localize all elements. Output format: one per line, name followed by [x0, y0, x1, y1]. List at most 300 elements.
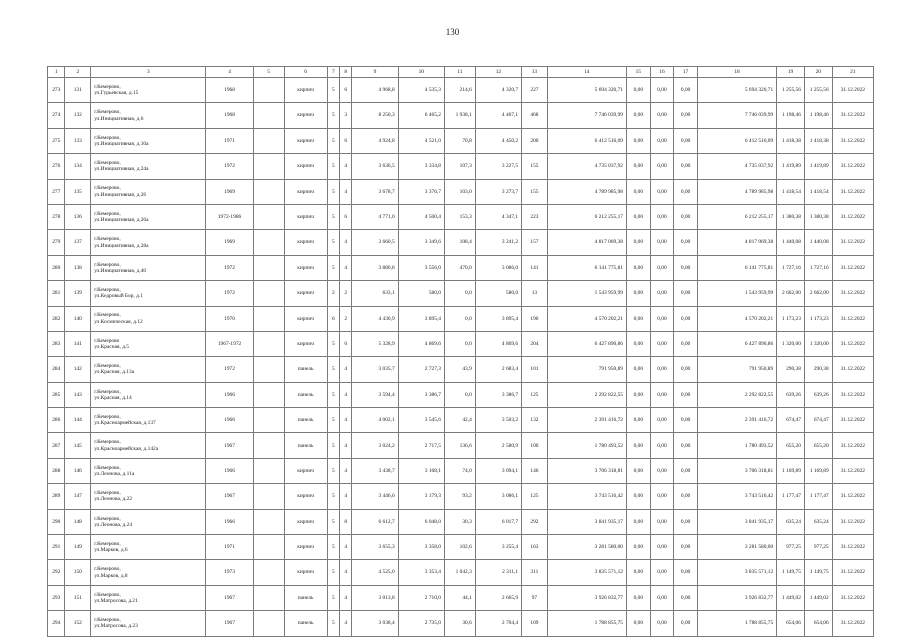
fund-share-15: 0,00 — [626, 331, 650, 356]
residents-count: 141 — [522, 255, 548, 280]
residential-area: 3 895,4 — [398, 306, 444, 331]
wall-material: кирпич — [284, 255, 327, 280]
object-id: 133 — [65, 128, 91, 153]
row-number: 279 — [48, 230, 65, 255]
cost-per-m2: 1 169,89 — [777, 458, 805, 483]
address-street: ул.Космическая, д.12 — [94, 318, 143, 325]
residential-area: 2 735,0 — [398, 611, 444, 636]
object-id: 132 — [65, 103, 91, 128]
address-street: ул.Красная, д.5 — [94, 344, 129, 351]
address-cell — [91, 331, 206, 356]
total-area: 3 013,8 — [352, 585, 398, 610]
entrances-count: 4 — [340, 382, 352, 407]
total-area: 3 678,7 — [352, 179, 398, 204]
entrances-count: 4 — [340, 484, 352, 509]
repair-cost: 2 391 416,72 — [547, 408, 626, 433]
fund-share-17: 0,00 — [674, 128, 698, 153]
column-5 — [253, 560, 284, 585]
nonresidential-area: 102,6 — [444, 535, 475, 560]
table-row — [48, 331, 874, 356]
column-header: 19 — [777, 67, 805, 78]
fund-share-16: 0,00 — [650, 128, 674, 153]
cost-per-m2: 635,24 — [777, 509, 805, 534]
fund-share-16: 0,00 — [650, 281, 674, 306]
column-5 — [253, 179, 284, 204]
total-area: 3 660,5 — [352, 230, 398, 255]
entrances-count: 2 — [340, 281, 352, 306]
fund-share-16: 0,00 — [650, 433, 674, 458]
address-street: ул.Инициативная, д.28а — [94, 242, 149, 249]
build-year: 1967 — [206, 433, 253, 458]
entrances-count: 6 — [340, 331, 352, 356]
fund-share-15: 0,00 — [626, 255, 650, 280]
total-area: 5 328,9 — [352, 331, 398, 356]
total-area: 4 525,0 — [352, 560, 398, 585]
residents-count: 13 — [522, 281, 548, 306]
deadline-date: 31.12.2022 — [832, 230, 873, 255]
address-street: ул.Красноармейская, д.137 — [94, 420, 156, 427]
table-row — [48, 509, 874, 534]
fund-share-15: 0,00 — [626, 230, 650, 255]
living-area: 3 086,0 — [475, 255, 521, 280]
row-number: 289 — [48, 484, 65, 509]
floors-count: 5 — [327, 128, 339, 153]
living-area: 4 869,6 — [475, 331, 521, 356]
residents-count: 163 — [522, 535, 548, 560]
residential-area: 3 556,0 — [398, 255, 444, 280]
address-cell — [91, 78, 206, 103]
cost-per-m2: 1 440,08 — [777, 230, 805, 255]
total-area: 3 594,4 — [352, 382, 398, 407]
fund-share-15: 0,00 — [626, 382, 650, 407]
cost-per-m2: 674,47 — [777, 408, 805, 433]
wall-material: кирпич — [284, 154, 327, 179]
build-year: 1966 — [206, 382, 253, 407]
entrances-count: 4 — [340, 560, 352, 585]
nonresidential-area: 70,8 — [444, 128, 475, 153]
repair-cost: 2 292 822,55 — [547, 382, 626, 407]
max-cost-per-m2: 1 177,47 — [804, 484, 832, 509]
table-row — [48, 433, 874, 458]
fund-share-15: 0,00 — [626, 611, 650, 636]
repair-cost: 3 743 516,42 — [547, 484, 626, 509]
fund-share-16: 0,00 — [650, 611, 674, 636]
deadline-date: 31.12.2022 — [832, 204, 873, 229]
floors-count: 5 — [327, 484, 339, 509]
total-cost: 3 835 571,12 — [697, 560, 776, 585]
build-year: 1971 — [206, 535, 253, 560]
address-city: г.Кемерово, — [94, 261, 121, 268]
total-cost: 3 706 318,81 — [697, 458, 776, 483]
residents-count: 468 — [522, 103, 548, 128]
build-year: 1967 — [206, 611, 253, 636]
object-id: 151 — [65, 585, 91, 610]
fund-share-15: 0,00 — [626, 357, 650, 382]
residents-count: 132 — [522, 408, 548, 433]
entrances-count: 4 — [340, 357, 352, 382]
living-area: 3 895,4 — [475, 306, 521, 331]
residential-area: 4 535,3 — [398, 78, 444, 103]
max-cost-per-m2: 639,26 — [804, 382, 832, 407]
total-cost: 2 292 822,55 — [697, 382, 776, 407]
column-header: 15 — [626, 67, 650, 78]
column-5 — [253, 585, 284, 610]
max-cost-per-m2: 1 418,38 — [804, 128, 832, 153]
column-header: 12 — [475, 67, 521, 78]
total-cost: 3 926 832,77 — [697, 585, 776, 610]
wall-material: панель — [284, 408, 327, 433]
total-cost: 7 746 039,99 — [697, 103, 776, 128]
fund-share-16: 0,00 — [650, 535, 674, 560]
cost-per-m2: 2 662,00 — [777, 281, 805, 306]
object-id: 149 — [65, 535, 91, 560]
deadline-date: 31.12.2022 — [832, 585, 873, 610]
floors-count: 5 — [327, 433, 339, 458]
living-area: 3 227,5 — [475, 154, 521, 179]
total-area: 4 430,9 — [352, 306, 398, 331]
address-city: г.Кемерово, — [94, 134, 121, 141]
residential-area: 3 545,6 — [398, 408, 444, 433]
build-year: 1966 — [206, 408, 253, 433]
fund-share-15: 0,00 — [626, 535, 650, 560]
fund-share-17: 0,00 — [674, 230, 698, 255]
repair-cost: 791 950,89 — [547, 357, 626, 382]
nonresidential-area: 153,3 — [444, 204, 475, 229]
total-cost: 6 212 255,17 — [697, 204, 776, 229]
object-id: 140 — [65, 306, 91, 331]
column-header: 20 — [804, 67, 832, 78]
object-id: 136 — [65, 204, 91, 229]
residential-area: 3 168,1 — [398, 458, 444, 483]
living-area: 580,0 — [475, 281, 521, 306]
deadline-date: 31.12.2022 — [832, 611, 873, 636]
total-cost: 5 694 320,71 — [697, 78, 776, 103]
column-5 — [253, 535, 284, 560]
total-area: 4 002,1 — [352, 408, 398, 433]
wall-material: панель — [284, 611, 327, 636]
object-id: 148 — [65, 509, 91, 534]
row-number: 276 — [48, 154, 65, 179]
fund-share-17: 0,00 — [674, 103, 698, 128]
nonresidential-area: 103,0 — [444, 179, 475, 204]
address-city: г.Кемерово, — [94, 160, 121, 167]
living-area: 3 241,2 — [475, 230, 521, 255]
fund-share-16: 0,00 — [650, 560, 674, 585]
residential-area: 2 710,0 — [398, 585, 444, 610]
nonresidential-area: 74,0 — [444, 458, 475, 483]
repair-cost: 6 141 775,81 — [547, 255, 626, 280]
row-number: 290 — [48, 509, 65, 534]
repair-cost: 3 281 580,00 — [547, 535, 626, 560]
total-area: 633,1 — [352, 281, 398, 306]
living-area: 2 704,4 — [475, 611, 521, 636]
nonresidential-area: 93,2 — [444, 484, 475, 509]
total-area: 3 038,4 — [352, 611, 398, 636]
table-row — [48, 78, 874, 103]
fund-share-16: 0,00 — [650, 509, 674, 534]
cost-per-m2: 654,06 — [777, 611, 805, 636]
fund-share-15: 0,00 — [626, 458, 650, 483]
fund-share-15: 0,00 — [626, 585, 650, 610]
residents-count: 204 — [522, 331, 548, 356]
address-city: г.Кемерово, — [94, 210, 121, 217]
table-row — [48, 408, 874, 433]
address-cell — [91, 433, 206, 458]
address-street: ул.Леонова, д.11а — [94, 471, 135, 478]
repair-cost: 4 817 069,38 — [547, 230, 626, 255]
build-year: 1972 — [206, 255, 253, 280]
build-year: 1968 — [206, 78, 253, 103]
fund-share-17: 0,00 — [674, 382, 698, 407]
total-area: 4 968,8 — [352, 78, 398, 103]
max-cost-per-m2: 1 169,89 — [804, 458, 832, 483]
address-cell — [91, 408, 206, 433]
table-row — [48, 611, 874, 636]
max-cost-per-m2: 2 662,00 — [804, 281, 832, 306]
total-cost: 4 817 069,38 — [697, 230, 776, 255]
floors-count: 5 — [327, 535, 339, 560]
address-cell — [91, 230, 206, 255]
fund-share-17: 0,00 — [674, 179, 698, 204]
column-5 — [253, 611, 284, 636]
deadline-date: 31.12.2022 — [832, 458, 873, 483]
residential-area: 3 386,7 — [398, 382, 444, 407]
row-number: 280 — [48, 255, 65, 280]
fund-share-17: 0,00 — [674, 585, 698, 610]
row-number: 287 — [48, 433, 65, 458]
residents-count: 155 — [522, 154, 548, 179]
column-5 — [253, 458, 284, 483]
wall-material: панель — [284, 382, 327, 407]
nonresidential-area: 44,1 — [444, 585, 475, 610]
deadline-date: 31.12.2022 — [832, 509, 873, 534]
nonresidential-area: 214,6 — [444, 78, 475, 103]
cost-per-m2: 1 177,47 — [777, 484, 805, 509]
fund-share-16: 0,00 — [650, 331, 674, 356]
nonresidential-area: 107,3 — [444, 154, 475, 179]
floors-count: 5 — [327, 408, 339, 433]
column-header: 9 — [352, 67, 398, 78]
repair-cost: 5 694 320,71 — [547, 78, 626, 103]
repair-cost: 6 212 255,17 — [547, 204, 626, 229]
fund-share-16: 0,00 — [650, 306, 674, 331]
living-area: 3 503,2 — [475, 408, 521, 433]
table-row — [48, 103, 874, 128]
total-cost: 6 412 516,09 — [697, 128, 776, 153]
entrances-count: 4 — [340, 585, 352, 610]
max-cost-per-m2: 635,24 — [804, 509, 832, 534]
address-city: г.Кемерово, — [94, 464, 121, 471]
fund-share-17: 0,00 — [674, 535, 698, 560]
floors-count: 5 — [327, 103, 339, 128]
address-cell — [91, 382, 206, 407]
repair-cost: 1 543 959,99 — [547, 281, 626, 306]
residents-count: 190 — [522, 306, 548, 331]
total-cost: 6 427 890,86 — [697, 331, 776, 356]
living-area: 4 450,2 — [475, 128, 521, 153]
nonresidential-area: 0,0 — [444, 306, 475, 331]
cost-per-m2: 290,38 — [777, 357, 805, 382]
build-year: 1970 — [206, 306, 253, 331]
object-id: 145 — [65, 433, 91, 458]
max-cost-per-m2: 1 440,08 — [804, 230, 832, 255]
address-city: г.Кемерово, — [94, 363, 121, 370]
nonresidential-area: 0,0 — [444, 382, 475, 407]
floors-count: 5 — [327, 331, 339, 356]
column-header: 3 — [91, 67, 206, 78]
fund-share-16: 0,00 — [650, 458, 674, 483]
column-header: 7 — [327, 67, 339, 78]
nonresidential-area: 470,0 — [444, 255, 475, 280]
build-year: 1967 — [206, 585, 253, 610]
wall-material: кирпич — [284, 281, 327, 306]
column-5 — [253, 204, 284, 229]
residents-count: 100 — [522, 433, 548, 458]
fund-share-16: 0,00 — [650, 255, 674, 280]
cost-per-m2: 655,20 — [777, 433, 805, 458]
entrances-count: 8 — [340, 509, 352, 534]
floors-count: 2 — [327, 281, 339, 306]
address-city: г.Кемерово, — [94, 490, 121, 497]
fund-share-15: 0,00 — [626, 306, 650, 331]
fund-share-15: 0,00 — [626, 484, 650, 509]
address-street: ул.Марков, д.8 — [94, 572, 128, 579]
deadline-date: 31.12.2022 — [832, 331, 873, 356]
row-number: 275 — [48, 128, 65, 153]
address-cell — [91, 179, 206, 204]
max-cost-per-m2: 1 198,46 — [804, 103, 832, 128]
column-header: 16 — [650, 67, 674, 78]
deadline-date: 31.12.2022 — [832, 128, 873, 153]
address-cell — [91, 560, 206, 585]
object-id: 134 — [65, 154, 91, 179]
object-id: 152 — [65, 611, 91, 636]
entrances-count: 2 — [340, 306, 352, 331]
address-city: г.Кемерово — [94, 337, 120, 344]
cost-per-m2: 1 380,38 — [777, 204, 805, 229]
address-city: г.Кемерово, — [94, 287, 121, 294]
max-cost-per-m2: 1 173,23 — [804, 306, 832, 331]
table-row — [48, 484, 874, 509]
table-row — [48, 458, 874, 483]
residents-count: 292 — [522, 509, 548, 534]
floors-count: 6 — [327, 306, 339, 331]
column-5 — [253, 230, 284, 255]
address-city: г.Кемерово, — [94, 617, 121, 624]
repair-cost: 6 412 516,09 — [547, 128, 626, 153]
living-area: 3 086,1 — [475, 484, 521, 509]
address-cell — [91, 255, 206, 280]
fund-share-16: 0,00 — [650, 103, 674, 128]
wall-material: кирпич — [284, 78, 327, 103]
residential-area: 2 727,3 — [398, 357, 444, 382]
fund-share-15: 0,00 — [626, 103, 650, 128]
deadline-date: 31.12.2022 — [832, 484, 873, 509]
address-city: г.Кемерово, — [94, 236, 121, 243]
address-city: г.Кемерово, — [94, 109, 121, 116]
address-cell — [91, 204, 206, 229]
address-city: г.Кемерово, — [94, 413, 121, 420]
deadline-date: 31.12.2022 — [832, 78, 873, 103]
column-header: 17 — [674, 67, 698, 78]
column-header: 18 — [697, 67, 776, 78]
residential-area: 3 349,6 — [398, 230, 444, 255]
fund-share-17: 0,00 — [674, 357, 698, 382]
cost-per-m2: 1 418,38 — [777, 128, 805, 153]
table-row — [48, 585, 874, 610]
entrances-count: 4 — [340, 535, 352, 560]
deadline-date: 31.12.2022 — [832, 179, 873, 204]
residents-count: 155 — [522, 179, 548, 204]
nonresidential-area: 42,4 — [444, 408, 475, 433]
entrances-count: 6 — [340, 204, 352, 229]
deadline-date: 31.12.2022 — [832, 306, 873, 331]
wall-material: кирпич — [284, 331, 327, 356]
nonresidential-area: 1 938,1 — [444, 103, 475, 128]
address-cell — [91, 585, 206, 610]
address-cell — [91, 128, 206, 153]
column-5 — [253, 128, 284, 153]
address-cell — [91, 509, 206, 534]
living-area: 3 273,7 — [475, 179, 521, 204]
table-row — [48, 535, 874, 560]
address-street: ул.Матросова, д.21 — [94, 598, 138, 604]
cost-per-m2: 1 173,23 — [777, 306, 805, 331]
max-cost-per-m2: 1 380,38 — [804, 204, 832, 229]
living-area: 2 683,4 — [475, 357, 521, 382]
residents-count: 157 — [522, 230, 548, 255]
fund-share-16: 0,00 — [650, 382, 674, 407]
max-cost-per-m2: 1 419,89 — [804, 154, 832, 179]
fund-share-15: 0,00 — [626, 78, 650, 103]
row-number: 277 — [48, 179, 65, 204]
fund-share-16: 0,00 — [650, 408, 674, 433]
address-city: г.Кемерово, — [94, 566, 121, 573]
entrances-count: 4 — [340, 230, 352, 255]
max-cost-per-m2: 290,38 — [804, 357, 832, 382]
column-header: 6 — [284, 67, 327, 78]
cost-per-m2: 977,25 — [777, 535, 805, 560]
column-header: 8 — [340, 67, 352, 78]
address-street: ул.Марков, д.6 — [94, 547, 128, 554]
column-5 — [253, 509, 284, 534]
total-area: 3 024,2 — [352, 433, 398, 458]
address-street: ул.Леонова, д.24 — [94, 521, 133, 528]
table-row — [48, 179, 874, 204]
residential-area: 3 179,3 — [398, 484, 444, 509]
nonresidential-area: 1 042,3 — [444, 560, 475, 585]
entrances-count: 6 — [340, 78, 352, 103]
table-row — [48, 255, 874, 280]
repair-cost: 1 780 493,52 — [547, 433, 626, 458]
cost-per-m2: 1 255,56 — [777, 78, 805, 103]
residential-area: 3 353,4 — [398, 560, 444, 585]
table-body — [48, 78, 874, 637]
deadline-date: 31.12.2022 — [832, 357, 873, 382]
address-city: г.Кемерово, — [94, 515, 121, 522]
entrances-count: 4 — [340, 179, 352, 204]
fund-share-17: 0,00 — [674, 154, 698, 179]
max-cost-per-m2: 674,47 — [804, 408, 832, 433]
wall-material: кирпич — [284, 128, 327, 153]
floors-count: 5 — [327, 78, 339, 103]
address-cell — [91, 535, 206, 560]
repair-cost: 6 427 890,86 — [547, 331, 626, 356]
residential-area: 6 048,0 — [398, 509, 444, 534]
floors-count: 5 — [327, 179, 339, 204]
build-year: 1969 — [206, 230, 253, 255]
column-5 — [253, 78, 284, 103]
